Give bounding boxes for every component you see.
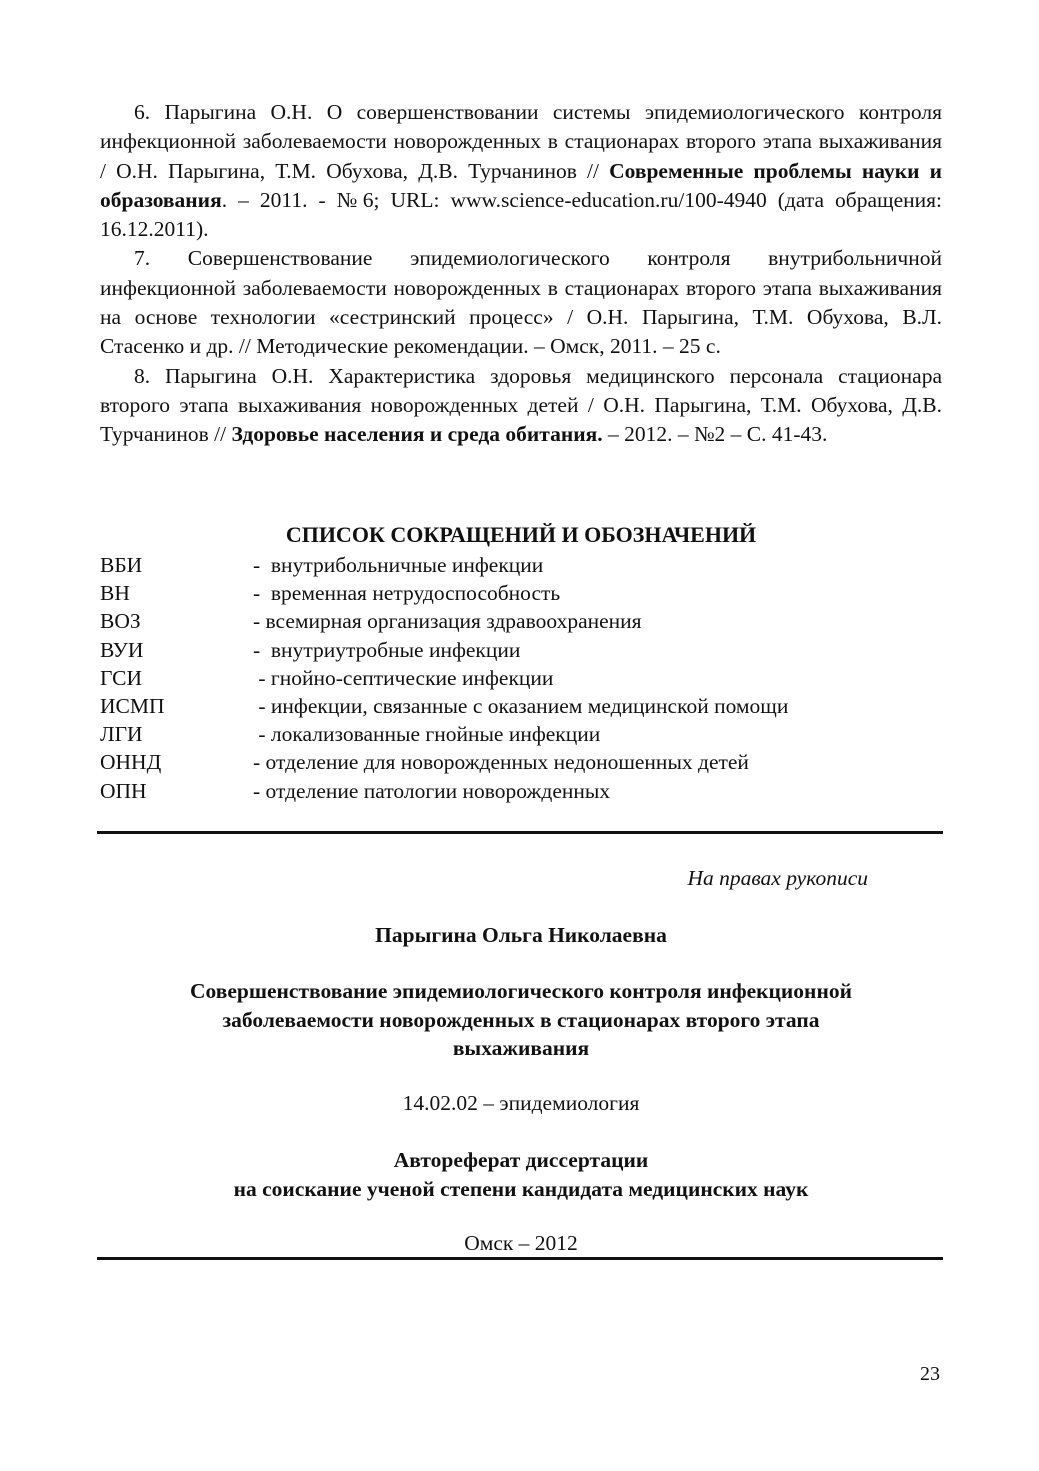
dissertation-title: [100, 977, 942, 1063]
abbreviation-row: [100, 720, 942, 748]
abbreviation-value: - временная нетрудоспособность: [253, 581, 561, 606]
abbreviation-row: [100, 748, 942, 776]
abbreviation-row: [100, 579, 942, 607]
abbreviation-value: - отделение патологии новорожденных: [253, 778, 611, 803]
abbreviations-list: [100, 551, 942, 805]
reference-text: . – 2011. - №6; URL: www.science-education.ru/100-4940 (дата обращения: 16.12.2011).: [100, 187, 942, 242]
dissertation-title-line: выхаживания: [452, 1036, 590, 1060]
abbreviation-key: ВУИ: [100, 637, 144, 662]
abbreviation-key: ВН: [100, 581, 130, 606]
abbreviation-key: ГСИ: [100, 665, 143, 690]
reference-text: 6. Парыгина О.Н. О совершенствовании системы эпидемиологического контроля инфекционной заболеваемости новорожденных в стационарах второго этапа выхаживания / О.Н. Парыгина, Т.М. Обухова, Д.В. Турчанинов //: [100, 100, 942, 183]
reference-text: 7. Совершенствование эпидемиологического контроля внутрибольничной инфекционной заболеваемости новорожденных в стационарах второго этапа выхаживания на основе технологии «сестринский процесс» / О.Н. Парыгина, Т.М. Обухова, В.Л. Стасенко и др. // Методические рекомендации. – Омск, 2011. – 25 с.: [100, 246, 942, 359]
abbreviation-row: [100, 607, 942, 635]
abbreviation-value: - всемирная организация здравоохранения: [253, 609, 642, 634]
abbreviation-value: - инфекции, связанные с оказанием медицинской помощи: [253, 693, 789, 718]
abbreviation-value: - отделение для новорожденных недоношенных детей: [253, 750, 749, 775]
abbreviation-row: [100, 777, 942, 805]
abbreviation-key: ЛГИ: [100, 722, 143, 747]
reference-list: [100, 98, 942, 450]
author-name: Парыгина Ольга Николаевна: [375, 923, 667, 947]
divider-top: [97, 831, 943, 834]
abbreviation-key: ОННД: [100, 750, 162, 775]
journal-title: Здоровье населения и среда обитания.: [231, 422, 603, 447]
reference-item-6: [100, 98, 942, 244]
abbreviation-key: ВБИ: [100, 553, 143, 577]
divider-bottom: [97, 1257, 943, 1260]
abbreviations-heading: СПИСОК СОКРАЩЕНИЙ И ОБОЗНАЧЕНИЙ: [285, 522, 757, 547]
journal-title: Современные проблемы науки и образования: [100, 158, 942, 212]
reference-text: – 2012. – №2 – С. 41-43.: [602, 422, 828, 447]
document-type: [100, 1146, 942, 1203]
reference-item-8: [100, 362, 942, 450]
abbreviation-row: [100, 636, 942, 664]
abbreviation-value: - гнойно-септические инфекции: [253, 665, 554, 690]
abbreviation-row: [100, 551, 942, 579]
abbreviation-value: - локализованные гнойные инфекции: [253, 722, 601, 747]
abbreviation-row: [100, 692, 942, 720]
specialty-code: 14.02.02 – эпидемиология: [402, 1091, 640, 1115]
abbreviation-key: ОПН: [100, 778, 147, 803]
city-year: Омск – 2012: [464, 1231, 578, 1255]
abbreviation-key: ВОЗ: [100, 609, 141, 634]
abbreviation-row: [100, 664, 942, 692]
abbreviation-value: - внутрибольничные инфекции: [253, 553, 544, 577]
manuscript-note: На правах рукописи: [687, 866, 868, 890]
page-number: 23: [920, 1363, 940, 1385]
dissertation-title-line: заболеваемости новорожденных в стационарах второго этапа: [222, 1007, 820, 1032]
abbreviation-value: - внутриутробные инфекции: [253, 637, 521, 662]
abbreviation-key: ИСМП: [100, 693, 165, 718]
reference-text: 8. Парыгина О.Н. Характеристика здоровья медицинского персонала стационара второго этапа выхаживания новорожденных детей / О.Н. Парыгина, Т.М. Обухова, Д.В. Турчанинов //: [100, 363, 942, 447]
reference-item-7: [100, 244, 942, 361]
dissertation-title-line: Совершенствование эпидемиологического контроля инфекционной: [190, 979, 852, 1003]
document-type-line: Автореферат диссертации: [393, 1148, 649, 1172]
document-type-line: на соискание ученой степени кандидата медицинских наук: [233, 1176, 809, 1201]
